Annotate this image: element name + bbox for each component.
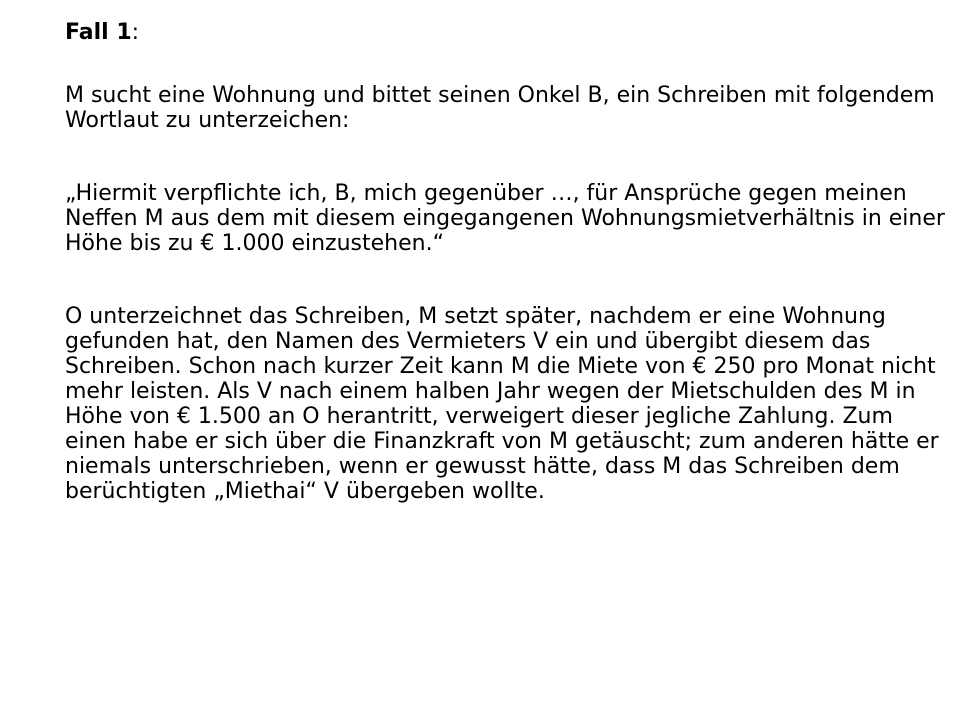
paragraph-quote: „Hiermit verpflichte ich, B, mich gegenüber …, für Ansprüche gegen meinen Neffen M aus dem mit diesem eingegangenen Wohnungsmietverhältnis in einer Höhe bis zu € 1.000 einzustehen.“ (65, 181, 945, 256)
case-heading-label: Fall 1 (65, 20, 132, 45)
case-heading (65, 20, 945, 45)
slide-content (65, 20, 945, 504)
paragraph-facts: O unterzeichnet das Schreiben, M setzt später, nachdem er eine Wohnung gefunden hat, den Namen des Vermieters V ein und übergibt diesem das Schreiben. Schon nach kurzer Zeit kann M die Miete von € 250 pro Monat nicht mehr leisten. Als V nach einem halben Jahr wegen der Mietschulden des M in Höhe von € 1.500 an O herantritt, verweigert dieser jegliche Zahlung. Zum einen habe er sich über die Finanzkraft von M getäuscht; zum anderen hätte er niemals unterschrieben, wenn er gewusst hätte, dass M das Schreiben dem berüchtigten „Miethai“ V übergeben wollte. (65, 304, 939, 504)
case-heading-suffix: : (131, 20, 140, 45)
paragraph-intro: M sucht eine Wohnung und bittet seinen Onkel B, ein Schreiben mit folgendem Wortlaut zu unterzeichen: (65, 83, 935, 133)
